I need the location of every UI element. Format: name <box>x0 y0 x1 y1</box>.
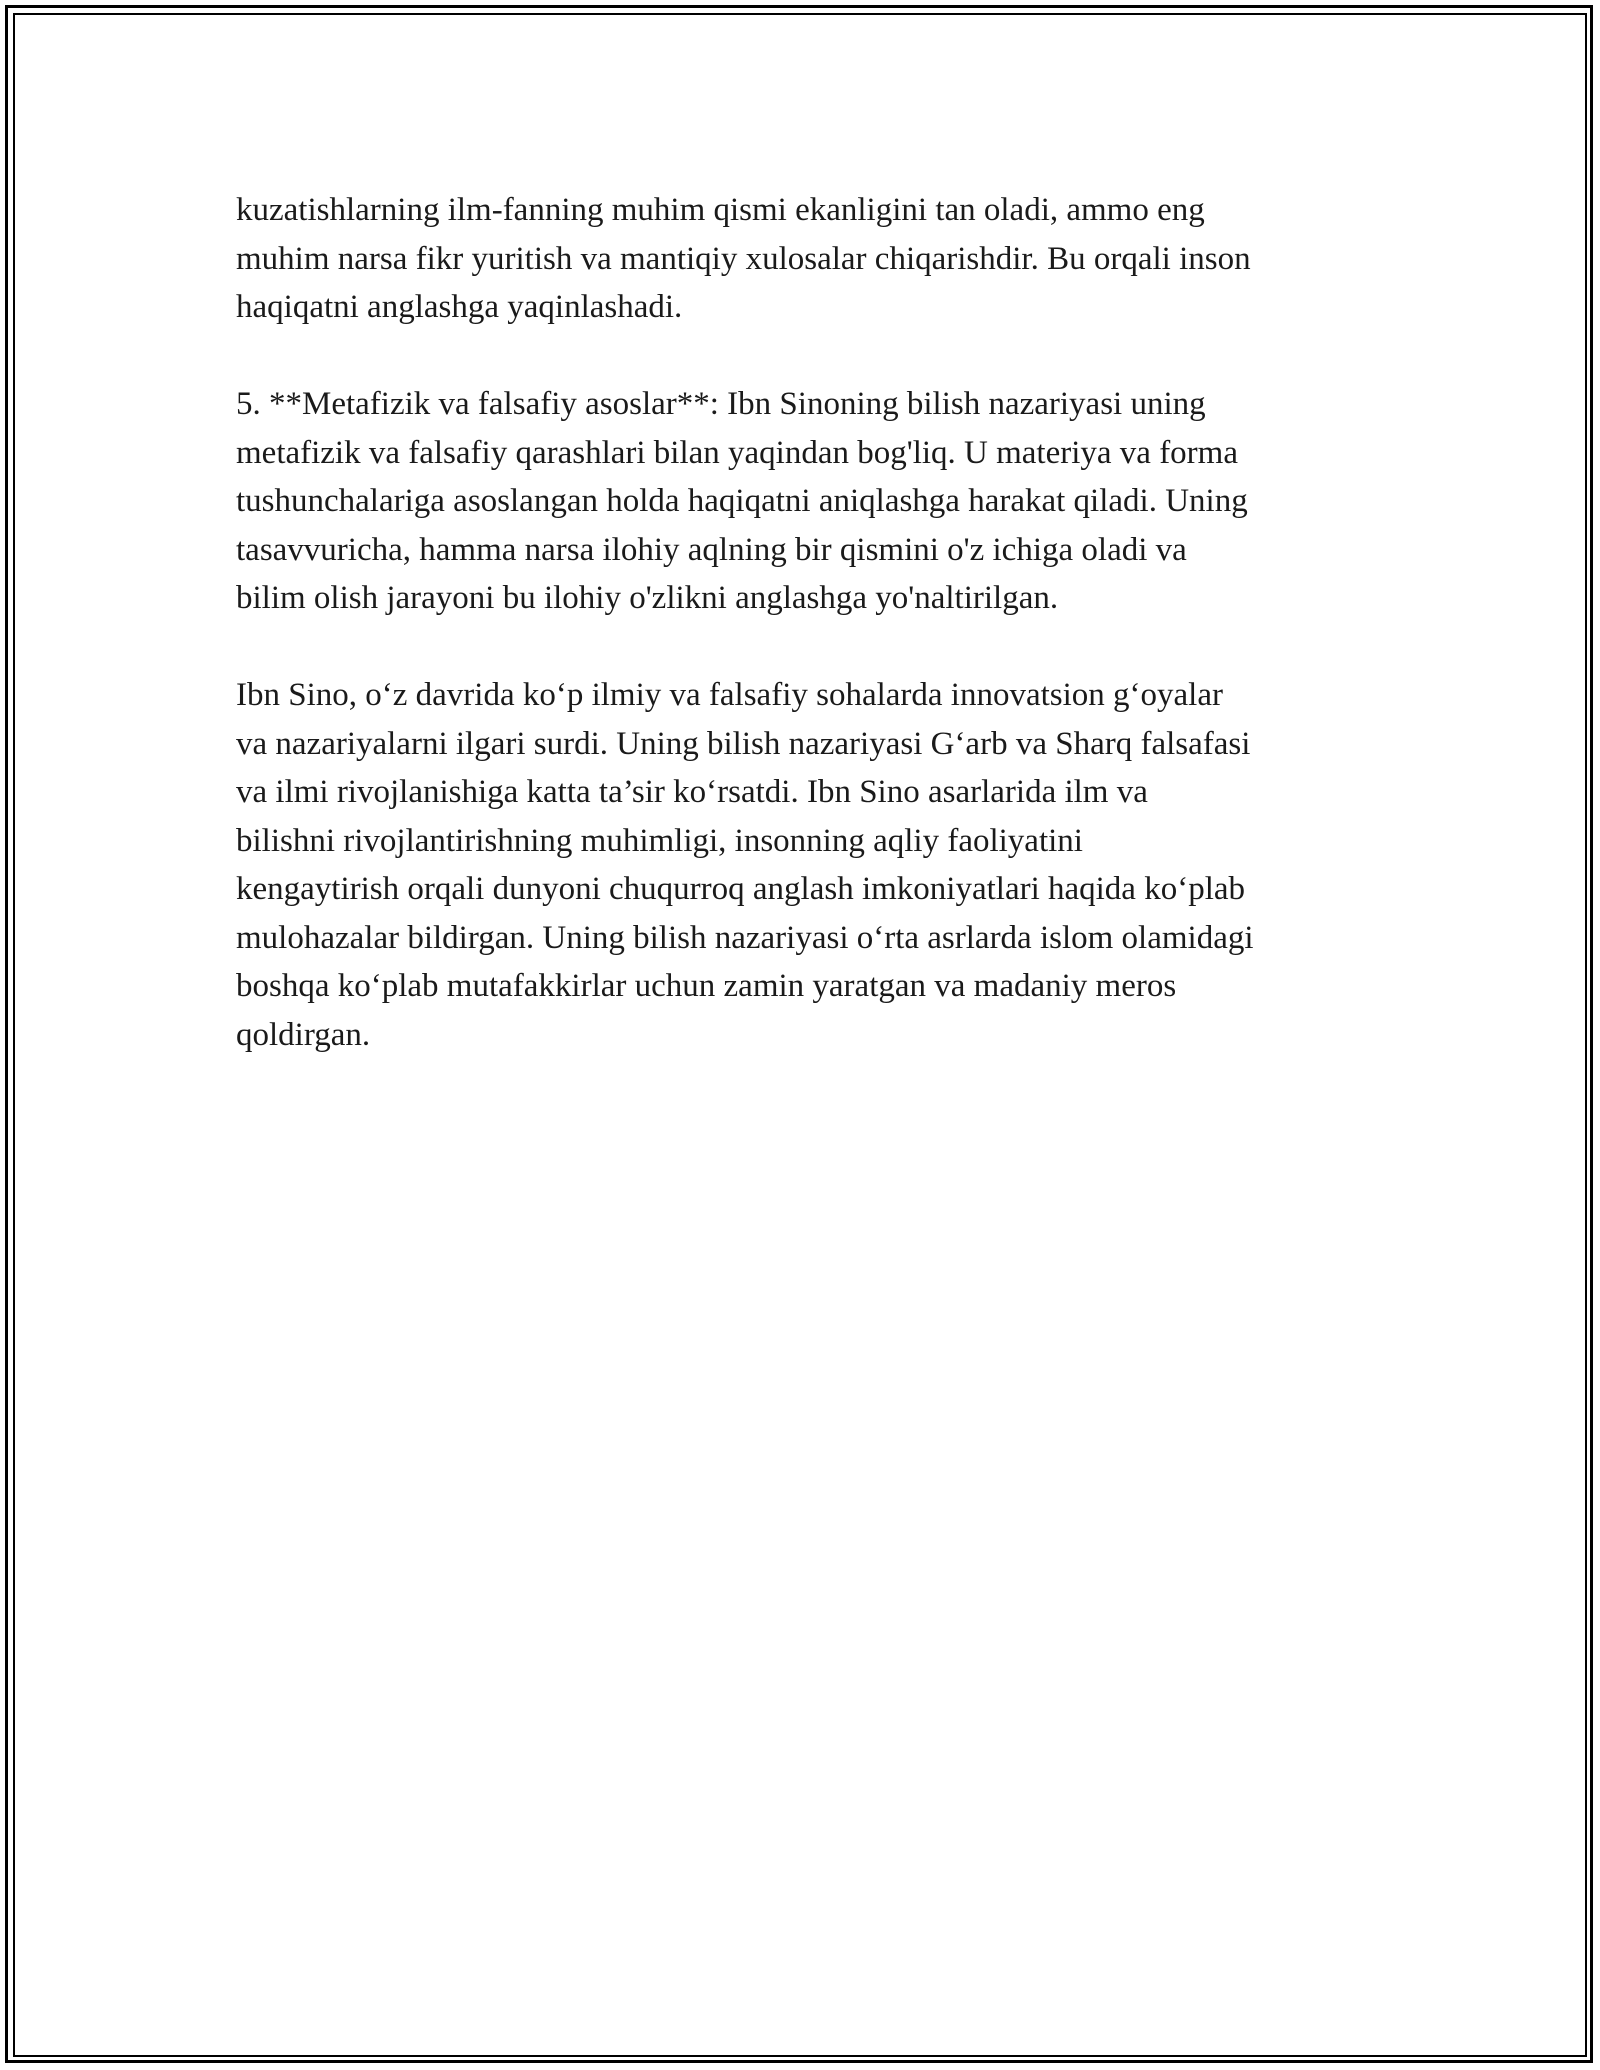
text-line: bilim olish jarayoni bu ilohiy o'zlikni anglashga yo'naltirilgan. <box>236 580 1059 616</box>
text-line: kengaytirish orqali dunyoni chuqurroq anglash imkoniyatlari haqida ko‘plab <box>236 871 1246 907</box>
paragraph-observation-reasoning <box>236 186 1372 332</box>
paragraph-metaphysical-foundations <box>236 380 1372 623</box>
text-line: tasavvuricha, hamma narsa ilohiy aqlning bir qismini o'z ichiga oladi va <box>236 531 1187 568</box>
text-line: boshqa ko‘plab mutafakkirlar uchun zamin yaratgan va madaniy meros <box>236 968 1177 1004</box>
text-line: 5. **Metafizik va falsafiy asoslar**: Ibn Sinoning bilish nazariyasi uning <box>236 386 1206 422</box>
text-line: mulohazalar bildirgan. Uning bilish nazariyasi o‘rta asrlarda islom olamidagi <box>236 919 1254 956</box>
text-line: haqiqatni anglashga yaqinlashadi. <box>236 289 683 325</box>
paragraph-conclusion <box>236 671 1372 1059</box>
text-line: metafizik va falsafiy qarashlari bilan yaqindan bog'liq. U materiya va forma <box>236 434 1238 471</box>
text-line: va ilmi rivojlanishiga katta ta’sir ko‘rsatdi. Ibn Sino asarlarida ilm va <box>236 774 1148 810</box>
text-line: bilishni rivojlantirishning muhimligi, insonning aqliy faoliyatini <box>236 822 1083 859</box>
document-body <box>236 186 1372 1108</box>
text-line: muhim narsa fikr yuritish va mantiqiy xulosalar chiqarishdir. Bu orqali inson <box>236 240 1251 277</box>
text-line: Ibn Sino, o‘z davrida ko‘p ilmiy va falsafiy sohalarda innovatsion g‘oyalar <box>236 677 1223 713</box>
text-line: va nazariyalarni ilgari surdi. Uning bilish nazariyasi G‘arb va Sharq falsafasi <box>236 725 1251 762</box>
text-line: tushunchalariga asoslangan holda haqiqatni aniqlashga harakat qiladi. Uning <box>236 483 1248 519</box>
text-line: qoldirgan. <box>236 1016 371 1053</box>
text-line: kuzatishlarning ilm-fanning muhim qismi ekanligini tan oladi, ammo eng <box>236 192 1205 228</box>
